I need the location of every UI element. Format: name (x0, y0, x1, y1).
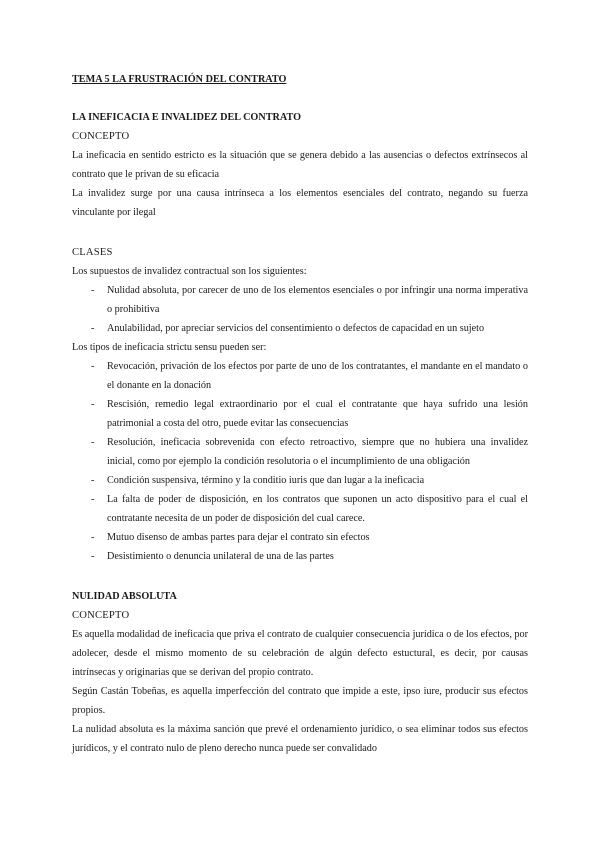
clases-label: CLASES (72, 247, 113, 258)
list-item: - Condición suspensiva, término y la conditio iuris que dan lugar a la ineficacia (72, 471, 528, 490)
document-title: TEMA 5 LA FRUSTRACIÓN DEL CONTRATO (72, 74, 287, 85)
list-item: - Nulidad absoluta, por carecer de uno de los elementos esenciales o por infringir una norma imperativa o prohibitiva (72, 281, 528, 319)
list-item: - Desistimiento o denuncia unilateral de una de las partes (72, 547, 528, 566)
list-intro: Los supuestos de invalidez contractual son los siguientes: (72, 266, 307, 277)
concept-label: CONCEPTO (72, 610, 130, 621)
list-item: - La falta de poder de disposición, en los contratos que suponen un acto dispositivo para el cual el contratante necesita de un poder de disposición del cual carece. (72, 490, 528, 528)
invalidez-list (72, 281, 528, 338)
ineficacia-list (72, 357, 528, 566)
list-item: - Mutuo disenso de ambas partes para dejar el contrato sin efectos (72, 528, 528, 547)
list-item: - Resolución, ineficacia sobrevenida con efecto retroactivo, siempre que no hubiera una invalidez inicial, como por ejemplo la condición resolutoria o el incumplimiento de una obligación (72, 433, 528, 471)
list-item: - Rescisión, remedio legal extraordinario por el cual el contratante que haya sufrido una lesión patrimonial a costa del otro, puede evitar las consecuencias (72, 395, 528, 433)
section-heading-nulidad: NULIDAD ABSOLUTA (72, 591, 177, 602)
paragraph: La invalidez surge por una causa intrínseca a los elementos esenciales del contrato, negando su fuerza vinculante por ilegal (72, 188, 528, 218)
paragraph: Es aquella modalidad de ineficacia que priva el contrato de cualquier consecuencia jurídica o de los efectos, por adolecer, desde el mismo momento de su celebración de algún defecto estuctural, es decir, por causas intrínsecas y originarias que se derivan del propio contrato. (72, 629, 528, 678)
list-item: - Revocación, privación de los efectos por parte de uno de los contratantes, el mandante en el mandato o el donante en la donación (72, 357, 528, 395)
concept-label: CONCEPTO (72, 131, 130, 142)
section-heading-ineficacia: LA INEFICACIA E INVALIDEZ DEL CONTRATO (72, 112, 301, 123)
list-item: - Anulabilidad, por apreciar servicios del consentimiento o defectos de capacidad en un sujeto (72, 319, 528, 338)
paragraph: Según Castán Tobeñas, es aquella imperfección del contrato que impide a este, ipso iure, producir sus efectos propios. (72, 686, 528, 716)
list-intro: Los tipos de ineficacia strictu sensu pueden ser: (72, 342, 267, 353)
document-body (72, 70, 528, 758)
paragraph: La ineficacia en sentido estricto es la situación que se genera debido a las ausencias o defectos extrínsecos al contrato que le privan de su eficacia (72, 150, 528, 180)
paragraph: La nulidad absoluta es la máxima sanción que prevé el ordenamiento jurídico, o sea eliminar todos sus efectos jurídicos, y el contrato nulo de pleno derecho nunca puede ser convalidado (72, 724, 528, 754)
